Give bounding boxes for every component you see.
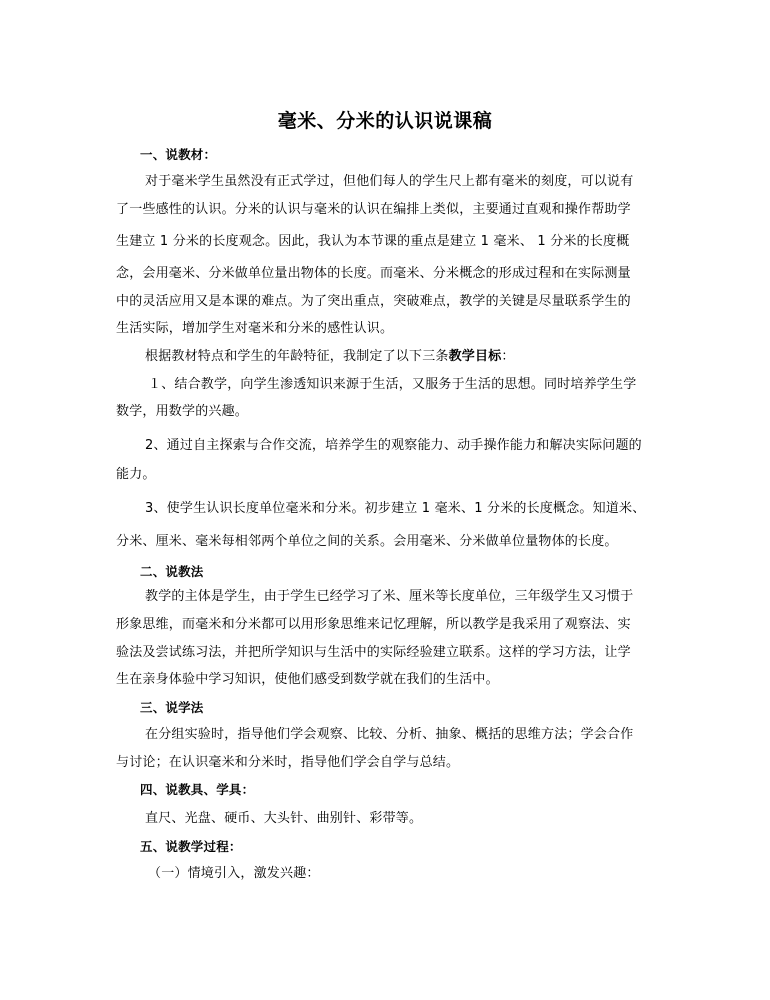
document-title: 毫米、分米的认识说课稿 — [277, 110, 493, 132]
goal-1-line: 数学，用数学的兴趣。 — [116, 404, 249, 419]
paragraph-line: 验法及尝试练习法，并把所学知识与生活中的实际经验建立联系。这样的学习方法，让学 — [116, 645, 631, 660]
paragraph-line: 教学的主体是学生，由于学生已经学习了米、厘米等长度单位，三年级学生又习惯于 — [145, 589, 634, 604]
paragraph-line: 生建立 1 分米的长度观念。因此，我认为本节课的重点是建立 1 毫米、 1 分米的长度概 — [116, 234, 630, 249]
section-heading-teaching-process: 五、说教学过程： — [140, 839, 242, 854]
paragraph-line: 形象思维，而毫米和分米都可以用形象思维来记忆理解，所以教学是我采用了观察法、实 — [116, 617, 631, 632]
paragraph-line: 了一些感性的认识。分米的认识与毫米的认识在编排上类似，主要通过直观和操作帮助学 — [116, 202, 631, 217]
teaching-goals-label: 教学目标 — [448, 349, 502, 364]
paragraph-line: 对于毫米学生虽然没有正式学过，但他们每人的学生尺上都有毫米的刻度，可以说有 — [145, 174, 634, 189]
paragraph-line: 在分组实验时，指导他们学会观察、比较、分析、抽象、概括的思维方法；学会合作 — [145, 727, 634, 742]
paragraph-line: 直尺、光盘、硬币、大头针、曲别针、彩带等。 — [145, 811, 423, 826]
goals-intro-colon: ： — [501, 349, 515, 364]
paragraph-line: （一）情境引入，激发兴趣： — [148, 866, 320, 881]
paragraph-line: 生活实际，增加学生对毫米和分米的感性认识。 — [116, 321, 394, 336]
section-heading-learning-method: 三、说学法 — [140, 700, 204, 715]
paragraph-line-goals-intro — [145, 348, 661, 366]
paragraph-line: 与讨论；在认识毫米和分米时，指导他们学会自学与总结。 — [116, 755, 460, 770]
section-heading-teaching-aids: 四、说教具、学具： — [140, 782, 255, 797]
goal-3-line: 3、使学生认识长度单位毫米和分米。初步建立 1 毫米、1 分米的长度概念。知道米、 — [145, 501, 646, 516]
goals-intro-text: 根据教材特点和学生的年龄特征，我制定了以下三条 — [145, 349, 449, 364]
goal-3-line: 分米、厘米、毫米每相邻两个单位之间的关系。会用毫米、分米做单位量物体的长度。 — [116, 534, 618, 549]
goal-1-line: １、结合教学，向学生渗透知识来源于生活，又服务于生活的思想。同时培养学生学 — [148, 377, 637, 392]
goal-2-line: 2、通过自主探索与合作交流，培养学生的观察能力、动手操作能力和解决实际问题的 — [145, 438, 642, 453]
goal-2-line: 能力。 — [116, 467, 156, 482]
section-heading-textbook: 一、说教材： — [140, 147, 217, 162]
paragraph-line: 中的灵活应用又是本课的难点。为了突出重点，突破难点，教学的关键是尽量联系学生的 — [116, 294, 631, 309]
paragraph-line: 生在亲身体验中学习知识，使他们感受到数学就在我们的生活中。 — [116, 672, 499, 687]
section-heading-teaching-method: 二、说教法 — [140, 564, 204, 579]
paragraph-line: 念，会用毫米、分米做单位量出物体的长度。而毫米、分米概念的形成过程和在实际测量 — [116, 266, 631, 281]
